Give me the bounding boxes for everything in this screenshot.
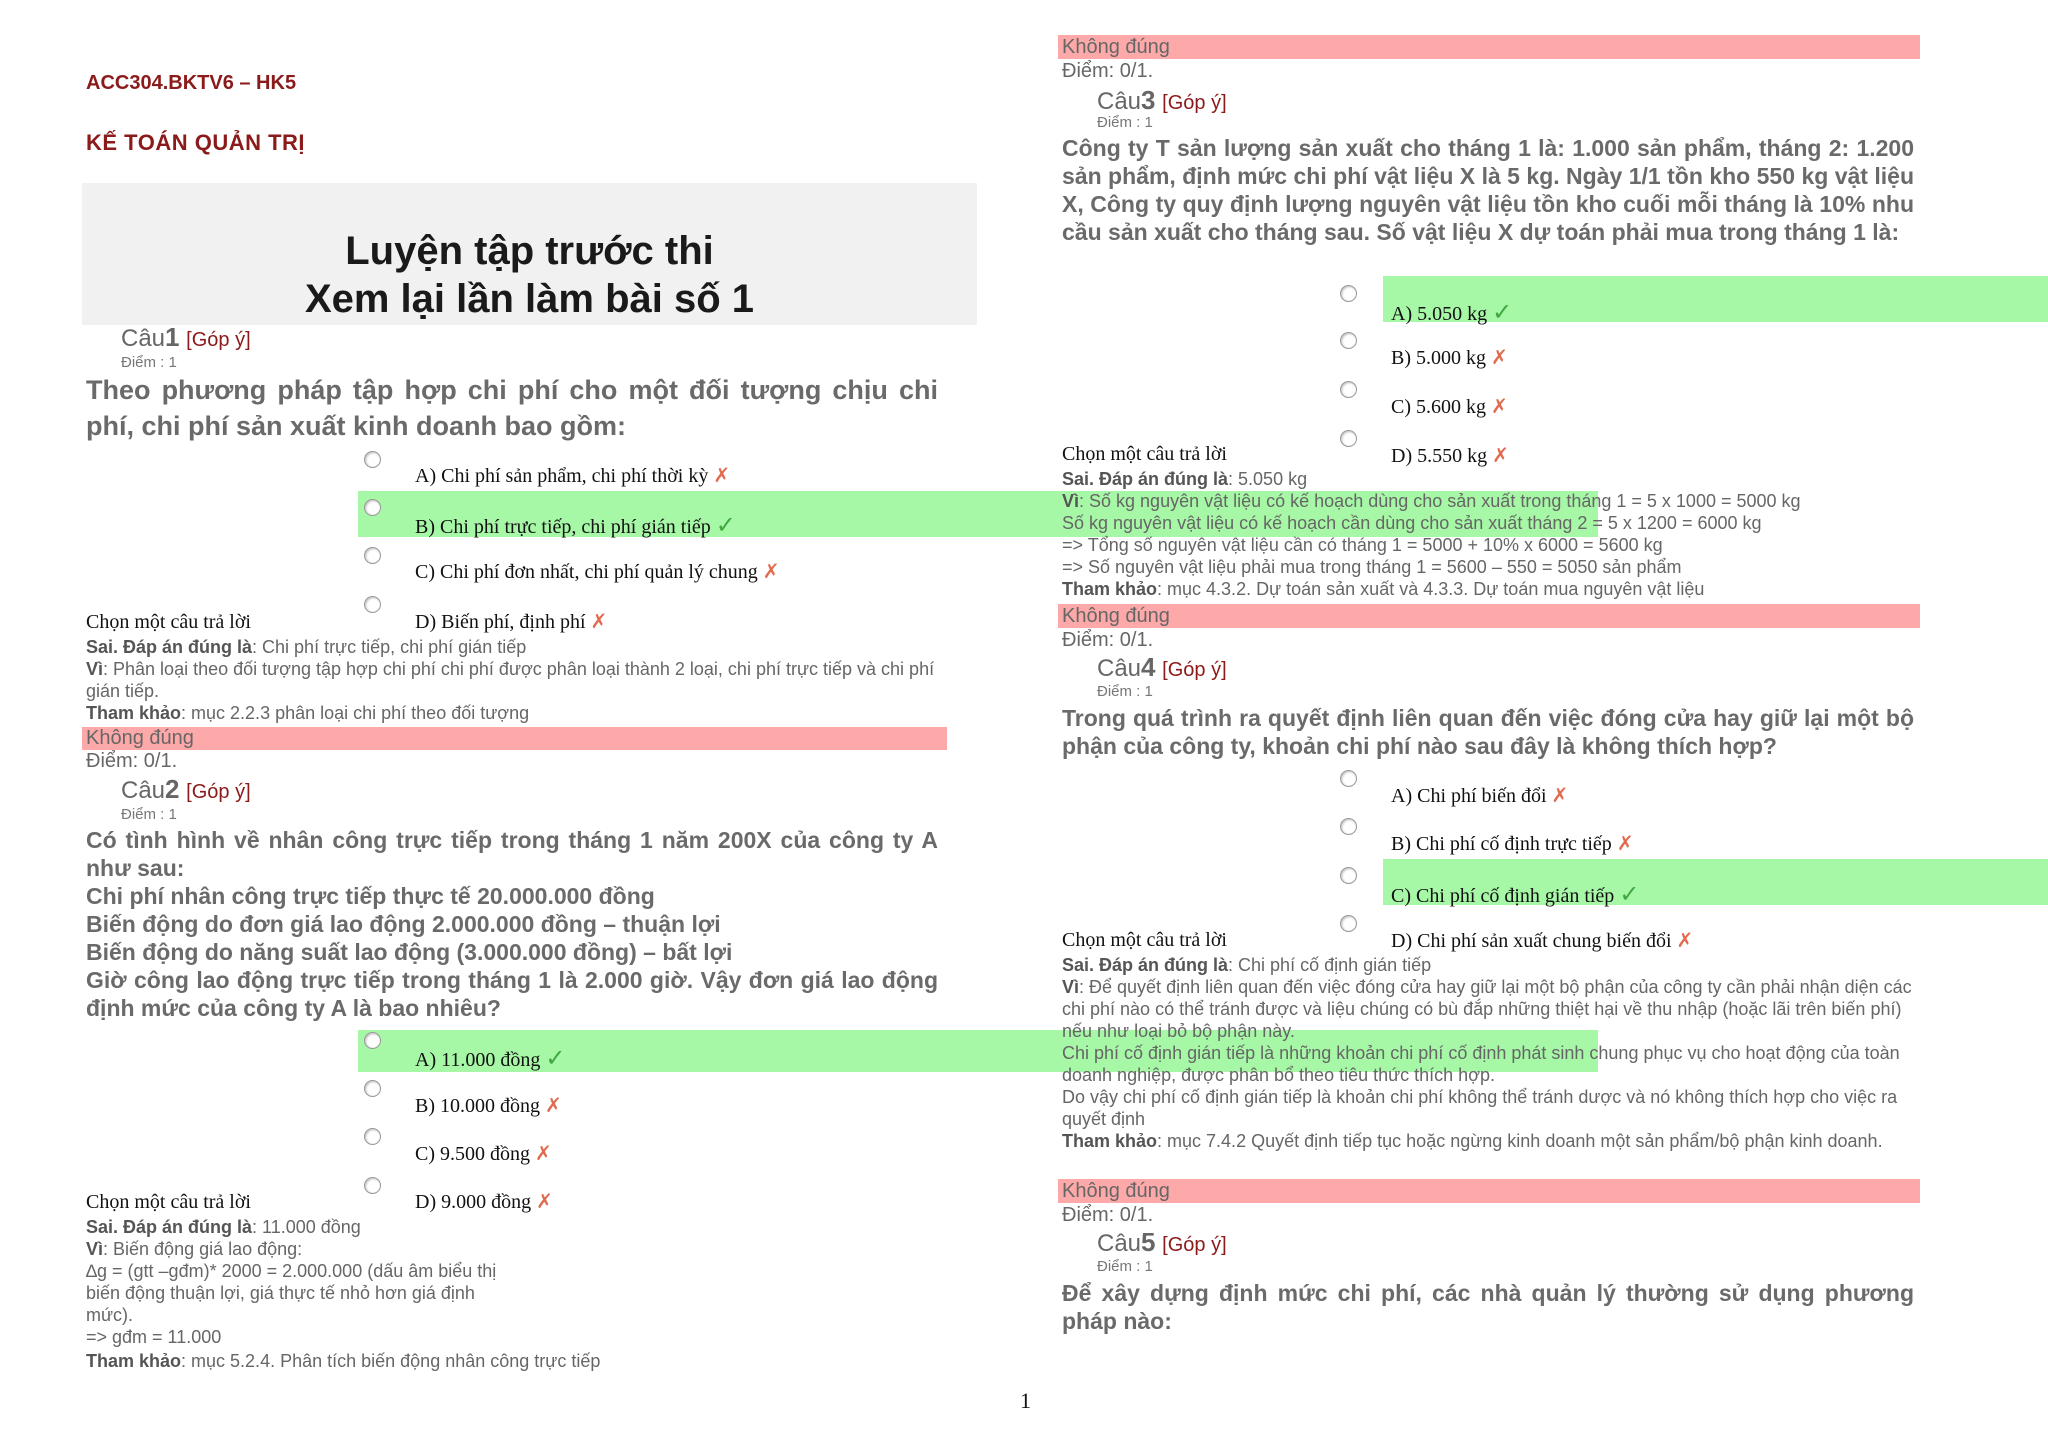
option-d-label[interactable]: D) 5.550 kg ✗ (1391, 443, 1509, 467)
reference-line: Tham khảo: mục 7.4.2 Quyết định tiếp tục hoặc ngừng kinh doanh một sản phẩm/bộ phận kinh doanh. (1062, 1131, 1883, 1151)
page-title-box (82, 183, 977, 325)
wrong-x-icon: ✗ (713, 463, 731, 487)
reason-line: => Tổng số nguyên vật liệu cần có tháng 1 = 5000 + 10% x 6000 = 5600 kg (1062, 535, 1663, 555)
question-points: Điểm : 1 (121, 806, 177, 823)
feedback-link[interactable]: [Góp ý] (1162, 1234, 1227, 1256)
wrong-x-icon: ✗ (536, 1189, 553, 1213)
option-d-radio[interactable] (1340, 915, 1357, 932)
option-a-radio[interactable] (1340, 285, 1357, 302)
question-text: Trong quá trình ra quyết định liên quan đến việc đóng cửa hay giữ lại một bộ phận của công ty, khoản chi phí nào sau đây là không thích hợp? (1062, 705, 1914, 759)
option-b-label[interactable]: B) 5.000 kg ✗ (1391, 345, 1508, 369)
correct-check-icon: ✓ (1619, 880, 1640, 908)
question-number: 2 (165, 774, 180, 804)
option-c-radio[interactable] (1340, 867, 1357, 884)
correct-check-icon: ✓ (1492, 298, 1513, 326)
option-a-radio[interactable] (1340, 770, 1357, 787)
result-status-bar: Không đúng (1058, 35, 1920, 59)
reference-line: Tham khảo: mục 2.2.3 phân loại chi phí theo đối tượng (86, 703, 530, 723)
option-c-radio[interactable] (364, 547, 381, 564)
choose-answer-label: Chọn một câu trả lời (1062, 929, 1227, 951)
reason-line: Vì: Số kg nguyên vật liệu có kế hoạch dùng cho sản xuất trong tháng 1 = 5 x 1000 = 5000 kg (1062, 491, 1801, 511)
option-c-label[interactable]: C) Chi phí đơn nhất, chi phí quản lý chung ✗ (415, 559, 780, 583)
score-line: Điểm: 0/1. (86, 750, 178, 772)
question-number: 5 (1141, 1227, 1156, 1257)
wrong-x-icon: ✗ (545, 1093, 562, 1117)
wrong-x-icon: ✗ (1616, 831, 1634, 855)
score-line: Điểm: 0/1. (1062, 629, 1154, 651)
reference-line: Tham khảo: mục 5.2.4. Phân tích biến động nhân công trực tiếp (86, 1351, 601, 1371)
feedback-link[interactable]: [Góp ý] (1162, 659, 1227, 681)
choose-answer-label: Chọn một câu trả lời (86, 1191, 251, 1213)
option-d-label[interactable]: D) Chi phí sản xuất chung biến đổi ✗ (1391, 928, 1694, 952)
option-b-radio[interactable] (364, 499, 381, 516)
option-b-label[interactable]: B) 10.000 đồng ✗ (415, 1093, 562, 1117)
reason-line: => Số nguyên vật liệu phải mua trong tháng 1 = 5600 – 550 = 5050 sản phẩm (1062, 557, 1682, 577)
option-c-radio[interactable] (364, 1128, 381, 1145)
correct-check-icon: ✓ (715, 511, 736, 539)
question-number: 4 (1141, 652, 1156, 682)
wrong-x-icon: ✗ (1491, 394, 1508, 418)
result-status-bar: Không đúng (1058, 1179, 1920, 1203)
score-line: Điểm: 0/1. (1062, 60, 1154, 82)
question-points: Điểm : 1 (1097, 1258, 1153, 1275)
option-c-radio[interactable] (1340, 381, 1357, 398)
option-a-radio[interactable] (364, 1032, 381, 1049)
page-title: Luyện tập trước thi (345, 229, 714, 273)
option-d-radio[interactable] (364, 596, 381, 613)
result-status-bar: Không đúng (82, 727, 947, 750)
reason-line: Vì: Để quyết định liên quan đến việc đóng cửa hay giữ lại một bộ phận của công ty cần phải nhận diện các chi phí nào có thể tránh được và liệu chúng có bù đắp những thiệt hại về thu nhập (hoặc lãi trên biến phí) nếu như loại bỏ bộ phận này. (1062, 977, 1912, 1041)
question-text: Công ty T sản lượng sản xuất cho tháng 1 là: 1.000 sản phẩm, tháng 2: 1.200 sản phẩm, định mức chi phí vật liệu X là 5 kg. Ngày 1/1 tồn kho 550 kg vật liệu X, Công ty quy định lượng nguyên vật liệu tồn kho cuối mỗi tháng là 10% nhu cầu sản xuất cho tháng sau. Số vật liệu X dự toán phải mua trong tháng 1 là: (1062, 135, 1914, 245)
correct-answer-line: Sai. Đáp án đúng là: 5.050 kg (1062, 469, 1308, 489)
course-code: ACC304.BKTV6 – HK5 (86, 72, 297, 94)
answer-explanation (86, 636, 946, 724)
correct-check-icon: ✓ (545, 1044, 566, 1072)
reference-line: Tham khảo: mục 4.3.2. Dự toán sản xuất và 4.3.3. Dự toán mua nguyên vật liệu (1062, 579, 1705, 599)
option-b-radio[interactable] (1340, 818, 1357, 835)
question-number: 3 (1141, 85, 1156, 115)
answer-explanation (1062, 954, 1914, 1152)
option-c-label[interactable]: C) 5.600 kg ✗ (1391, 394, 1508, 418)
option-a-label[interactable]: A) 11.000 đồng ✓ (415, 1044, 566, 1072)
option-d-radio[interactable] (1340, 430, 1357, 447)
option-d-label[interactable]: D) 9.000 đồng ✗ (415, 1189, 553, 1213)
score-line: Điểm: 0/1. (1062, 1204, 1154, 1226)
choose-answer-label: Chọn một câu trả lời (86, 611, 251, 633)
correct-answer-line: Sai. Đáp án đúng là: Chi phí cố định gián tiếp (1062, 955, 1432, 975)
question-header (1097, 85, 1227, 116)
feedback-link[interactable]: [Góp ý] (186, 781, 251, 803)
question-points: Điểm : 1 (1097, 683, 1153, 700)
page-subtitle: Xem lại lần làm bài số 1 (304, 277, 755, 321)
option-b-radio[interactable] (1340, 332, 1357, 349)
question-points: Điểm : 1 (121, 354, 177, 371)
option-b-label[interactable]: B) Chi phí cố định trực tiếp ✗ (1391, 831, 1634, 855)
question-label: Câu (121, 777, 166, 804)
question-number: 1 (165, 322, 180, 352)
question-header (1097, 1227, 1227, 1258)
subject-title: KẾ TOÁN QUẢN TRỊ (86, 130, 306, 155)
option-a-label[interactable]: A) Chi phí sản phẩm, chi phí thời kỳ ✗ (415, 463, 731, 487)
option-d-label[interactable]: D) Biến phí, định phí ✗ (415, 609, 608, 633)
question-text: Có tình hình về nhân công trực tiếp trong tháng 1 năm 200X của công ty A như sau: Chi phí nhân công trực tiếp thực tế 20.000.000 đồng Biến động do đơn giá lao động 2.000.000 đồng – thuận lợi Biến động do năng suất lao động (3.000.000 đồng) – bất lợi Giờ công lao động trực tiếp trong tháng 1 là 2.000 giờ. Vậy đơn giá lao động định mức của công ty A là bao nhiêu? (86, 827, 938, 1021)
feedback-link[interactable]: [Góp ý] (186, 329, 251, 351)
question-label: Câu (1097, 655, 1142, 682)
option-b-label[interactable]: B) Chi phí trực tiếp, chi phí gián tiếp ✓ (415, 511, 736, 539)
reason-line: Vì: Biến động giá lao động: (86, 1239, 303, 1259)
option-a-radio[interactable] (364, 451, 381, 468)
question-header (121, 322, 251, 353)
result-status-bar: Không đúng (1058, 604, 1920, 628)
reason-line: Do vậy chi phí cố định gián tiếp là khoản chi phí không thể tránh dược và nó không thích hợp cho việc ra quyết định (1062, 1087, 1898, 1129)
wrong-x-icon: ✗ (1551, 783, 1569, 807)
option-c-label[interactable]: C) Chi phí cố định gián tiếp ✓ (1391, 880, 1640, 908)
option-d-radio[interactable] (364, 1177, 381, 1194)
wrong-x-icon: ✗ (1492, 443, 1509, 467)
feedback-link[interactable]: [Góp ý] (1162, 92, 1227, 114)
reason-line: Số kg nguyên vật liệu có kế hoạch cần dùng cho sản xuất tháng 2 = 5 x 1200 = 6000 kg (1062, 513, 1762, 533)
question-text: Để xây dựng định mức chi phí, các nhà quản lý thường sử dụng phương pháp nào: (1062, 1280, 1914, 1334)
option-a-label[interactable]: A) Chi phí biến đổi ✗ (1391, 783, 1569, 807)
wrong-x-icon: ✗ (1676, 928, 1694, 952)
correct-answer-line: Sai. Đáp án đúng là: Chi phí trực tiếp, chi phí gián tiếp (86, 637, 527, 657)
reason-line: ∆g = (gtt –gđm)* 2000 = 2.000.000 (dấu âm biểu thị biến động thuận lợi, giá thực tế nhỏ hơn giá định mức). (86, 1261, 497, 1325)
wrong-x-icon: ✗ (1491, 345, 1508, 369)
wrong-x-icon: ✗ (590, 609, 608, 633)
page-number: 1 (1020, 1388, 1031, 1413)
answer-explanation (1062, 468, 1932, 600)
question-label: Câu (1097, 88, 1142, 115)
question-text: Theo phương pháp tập hợp chi phí cho một đối tượng chịu chi phí, chi phí sản xuất kinh doanh bao gồm: (86, 375, 938, 441)
option-b-radio[interactable] (364, 1080, 381, 1097)
reason-line: Vì: Phân loại theo đối tượng tập hợp chi phí chi phí được phân loại thành 2 loại, chi phí trực tiếp và chi phí gián tiếp. (86, 659, 935, 701)
question-label: Câu (121, 325, 166, 352)
choose-answer-label: Chọn một câu trả lời (1062, 443, 1227, 465)
reason-line: => gđm = 11.000 (86, 1327, 222, 1347)
wrong-x-icon: ✗ (762, 559, 780, 583)
correct-answer-line: Sai. Đáp án đúng là: 11.000 đồng (86, 1217, 361, 1237)
reason-line: Chi phí cố định gián tiếp là những khoản chi phí cố định phát sinh chung phục vụ cho hoạt động của toàn doanh nghiệp, được phân bổ theo tiêu thức thích hợp. (1062, 1043, 1900, 1085)
question-points: Điểm : 1 (1097, 114, 1153, 131)
option-c-label[interactable]: C) 9.500 đồng ✗ (415, 1141, 552, 1165)
option-a-label[interactable]: A) 5.050 kg ✓ (1391, 298, 1513, 326)
question-header (121, 774, 251, 805)
wrong-x-icon: ✗ (535, 1141, 552, 1165)
question-header (1097, 652, 1227, 683)
question-label: Câu (1097, 1230, 1142, 1257)
answer-explanation (86, 1216, 526, 1348)
